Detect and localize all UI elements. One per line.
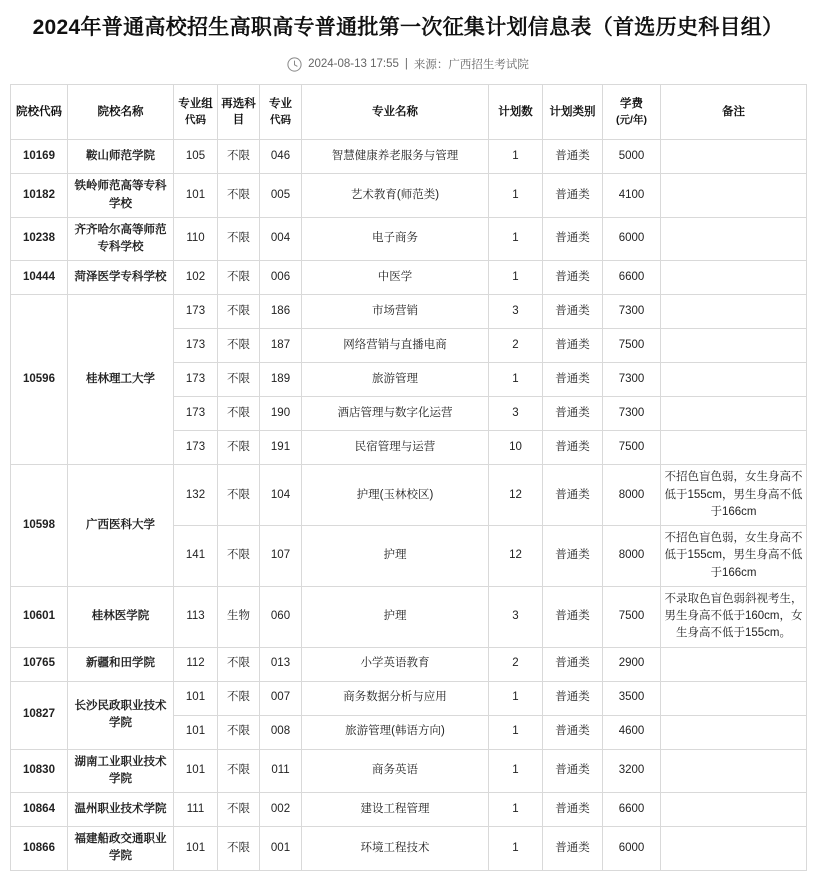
cell-reselect-subject: 不限 <box>218 749 260 793</box>
cell-plan-count: 1 <box>489 174 543 218</box>
cell-major-name: 中医学 <box>302 261 489 295</box>
cell-school-name: 鞍山师范学院 <box>68 140 174 174</box>
cell-major-code: 008 <box>260 715 302 749</box>
cell-major-code: 186 <box>260 295 302 329</box>
cell-tuition-fee: 3500 <box>603 681 661 715</box>
cell-remark <box>661 681 807 715</box>
cell-tuition-fee: 5000 <box>603 140 661 174</box>
col-header-major-code: 专业 代码 <box>260 85 302 140</box>
cell-plan-type: 普通类 <box>543 647 603 681</box>
cell-plan-type: 普通类 <box>543 586 603 647</box>
cell-major-name: 智慧健康养老服务与管理 <box>302 140 489 174</box>
cell-reselect-subject: 不限 <box>218 261 260 295</box>
cell-group-code: 113 <box>174 586 218 647</box>
cell-remark <box>661 261 807 295</box>
table-row <box>11 793 807 827</box>
cell-tuition-fee: 4600 <box>603 715 661 749</box>
cell-reselect-subject: 不限 <box>218 793 260 827</box>
cell-school-name: 桂林医学院 <box>68 586 174 647</box>
table-row <box>11 140 807 174</box>
cell-major-code: 104 <box>260 465 302 526</box>
cell-school-name: 齐齐哈尔高等师范专科学校 <box>68 217 174 261</box>
col-header-resel: 再选科目 <box>218 85 260 140</box>
cell-tuition-fee: 7500 <box>603 329 661 363</box>
cell-plan-count: 1 <box>489 749 543 793</box>
cell-major-name: 旅游管理 <box>302 363 489 397</box>
cell-major-code: 187 <box>260 329 302 363</box>
cell-plan-type: 普通类 <box>543 363 603 397</box>
table-header-row <box>11 85 807 140</box>
cell-remark <box>661 749 807 793</box>
cell-major-code: 107 <box>260 526 302 587</box>
cell-school-code: 10596 <box>11 295 68 465</box>
cell-major-code: 190 <box>260 397 302 431</box>
cell-major-code: 011 <box>260 749 302 793</box>
cell-remark: 不录取色盲色弱斜视考生，男生身高不低于160cm，女生身高不低于155cm。 <box>661 586 807 647</box>
cell-group-code: 101 <box>174 749 218 793</box>
cell-major-code: 191 <box>260 431 302 465</box>
col-header-fee: 学费 (元/年) <box>603 85 661 140</box>
cell-plan-type: 普通类 <box>543 465 603 526</box>
cell-group-code: 101 <box>174 174 218 218</box>
table-row <box>11 217 807 261</box>
cell-group-code: 111 <box>174 793 218 827</box>
cell-remark <box>661 295 807 329</box>
col-header-major-name: 专业名称 <box>302 85 489 140</box>
cell-school-code: 10601 <box>11 586 68 647</box>
cell-major-code: 007 <box>260 681 302 715</box>
cell-tuition-fee: 4100 <box>603 174 661 218</box>
cell-school-code: 10169 <box>11 140 68 174</box>
cell-plan-type: 普通类 <box>543 681 603 715</box>
cell-plan-type: 普通类 <box>543 526 603 587</box>
cell-plan-count: 3 <box>489 295 543 329</box>
cell-plan-type: 普通类 <box>543 295 603 329</box>
document-page <box>0 14 816 871</box>
col-header-plan: 计划数 <box>489 85 543 140</box>
cell-major-code: 060 <box>260 586 302 647</box>
cell-major-name: 护理 <box>302 526 489 587</box>
cell-tuition-fee: 7300 <box>603 295 661 329</box>
cell-plan-count: 3 <box>489 586 543 647</box>
cell-major-name: 商务英语 <box>302 749 489 793</box>
cell-major-name: 商务数据分析与应用 <box>302 681 489 715</box>
cell-reselect-subject: 不限 <box>218 827 260 871</box>
cell-reselect-subject: 生物 <box>218 586 260 647</box>
table-row <box>11 295 807 329</box>
cell-tuition-fee: 6600 <box>603 793 661 827</box>
cell-plan-type: 普通类 <box>543 140 603 174</box>
cell-reselect-subject: 不限 <box>218 295 260 329</box>
cell-plan-type: 普通类 <box>543 397 603 431</box>
table-row <box>11 174 807 218</box>
cell-reselect-subject: 不限 <box>218 397 260 431</box>
table-body <box>11 140 807 870</box>
cell-group-code: 101 <box>174 715 218 749</box>
clock-icon <box>287 57 302 72</box>
col-header-school: 院校名称 <box>68 85 174 140</box>
cell-reselect-subject: 不限 <box>218 174 260 218</box>
cell-remark <box>661 140 807 174</box>
cell-plan-count: 2 <box>489 329 543 363</box>
page-title: 2024年普通高校招生高职高专普通批第一次征集计划信息表（首选历史科目组） <box>32 16 784 39</box>
cell-plan-count: 1 <box>489 217 543 261</box>
table-row <box>11 827 807 871</box>
table-row <box>11 586 807 647</box>
cell-plan-count: 1 <box>489 715 543 749</box>
document-meta <box>10 56 806 72</box>
cell-remark <box>661 174 807 218</box>
meta-separator: | <box>404 58 408 71</box>
cell-group-code: 173 <box>174 295 218 329</box>
cell-plan-count: 1 <box>489 827 543 871</box>
cell-major-code: 002 <box>260 793 302 827</box>
cell-major-name: 环境工程技术 <box>302 827 489 871</box>
table-row <box>11 261 807 295</box>
cell-remark <box>661 715 807 749</box>
cell-plan-count: 1 <box>489 363 543 397</box>
col-header-type: 计划类别 <box>543 85 603 140</box>
cell-tuition-fee: 6000 <box>603 827 661 871</box>
cell-school-name: 温州职业技术学院 <box>68 793 174 827</box>
cell-group-code: 101 <box>174 681 218 715</box>
cell-plan-type: 普通类 <box>543 749 603 793</box>
cell-group-code: 173 <box>174 329 218 363</box>
cell-reselect-subject: 不限 <box>218 465 260 526</box>
cell-school-name: 湖南工业职业技术学院 <box>68 749 174 793</box>
cell-reselect-subject: 不限 <box>218 329 260 363</box>
cell-plan-count: 1 <box>489 261 543 295</box>
source-label: 来源：广西招生考试院 <box>413 59 529 72</box>
cell-tuition-fee: 6000 <box>603 217 661 261</box>
cell-plan-count: 1 <box>489 681 543 715</box>
cell-plan-count: 12 <box>489 526 543 587</box>
cell-school-code: 10182 <box>11 174 68 218</box>
cell-tuition-fee: 7300 <box>603 363 661 397</box>
cell-group-code: 173 <box>174 431 218 465</box>
cell-plan-type: 普通类 <box>543 261 603 295</box>
cell-major-name: 酒店管理与数字化运营 <box>302 397 489 431</box>
cell-tuition-fee: 7300 <box>603 397 661 431</box>
cell-plan-type: 普通类 <box>543 715 603 749</box>
cell-major-name: 建设工程管理 <box>302 793 489 827</box>
cell-remark <box>661 431 807 465</box>
cell-group-code: 105 <box>174 140 218 174</box>
cell-major-name: 艺术教育(师范类) <box>302 174 489 218</box>
cell-school-code: 10830 <box>11 749 68 793</box>
cell-reselect-subject: 不限 <box>218 647 260 681</box>
cell-tuition-fee: 2900 <box>603 647 661 681</box>
col-header-remark: 备注 <box>661 85 807 140</box>
cell-major-name: 民宿管理与运营 <box>302 431 489 465</box>
cell-school-name: 长沙民政职业技术学院 <box>68 681 174 749</box>
cell-major-name: 电子商务 <box>302 217 489 261</box>
cell-tuition-fee: 7500 <box>603 431 661 465</box>
cell-plan-type: 普通类 <box>543 329 603 363</box>
cell-school-code: 10866 <box>11 827 68 871</box>
cell-remark <box>661 827 807 871</box>
cell-tuition-fee: 8000 <box>603 465 661 526</box>
cell-reselect-subject: 不限 <box>218 140 260 174</box>
cell-reselect-subject: 不限 <box>218 681 260 715</box>
cell-reselect-subject: 不限 <box>218 715 260 749</box>
cell-tuition-fee: 3200 <box>603 749 661 793</box>
cell-school-name: 菏泽医学专科学校 <box>68 261 174 295</box>
cell-plan-count: 1 <box>489 140 543 174</box>
cell-school-code: 10598 <box>11 465 68 587</box>
table-row <box>11 647 807 681</box>
cell-major-name: 小学英语教育 <box>302 647 489 681</box>
cell-school-code: 10444 <box>11 261 68 295</box>
cell-plan-type: 普通类 <box>543 174 603 218</box>
cell-plan-type: 普通类 <box>543 827 603 871</box>
cell-school-code: 10238 <box>11 217 68 261</box>
cell-plan-count: 3 <box>489 397 543 431</box>
cell-school-code: 10765 <box>11 647 68 681</box>
cell-group-code: 132 <box>174 465 218 526</box>
cell-group-code: 173 <box>174 397 218 431</box>
cell-major-code: 013 <box>260 647 302 681</box>
table-row <box>11 681 807 715</box>
cell-group-code: 110 <box>174 217 218 261</box>
cell-group-code: 101 <box>174 827 218 871</box>
cell-school-name: 桂林理工大学 <box>68 295 174 465</box>
cell-major-name: 旅游管理(韩语方向) <box>302 715 489 749</box>
col-header-code: 院校代码 <box>11 85 68 140</box>
cell-group-code: 102 <box>174 261 218 295</box>
cell-school-name: 广西医科大学 <box>68 465 174 587</box>
cell-major-code: 006 <box>260 261 302 295</box>
cell-group-code: 141 <box>174 526 218 587</box>
cell-major-name: 市场营销 <box>302 295 489 329</box>
cell-major-name: 护理 <box>302 586 489 647</box>
cell-plan-type: 普通类 <box>543 793 603 827</box>
cell-remark <box>661 217 807 261</box>
cell-school-name: 新疆和田学院 <box>68 647 174 681</box>
cell-remark <box>661 363 807 397</box>
cell-major-code: 005 <box>260 174 302 218</box>
cell-major-code: 189 <box>260 363 302 397</box>
cell-major-name: 网络营销与直播电商 <box>302 329 489 363</box>
cell-plan-count: 1 <box>489 793 543 827</box>
cell-plan-count: 12 <box>489 465 543 526</box>
cell-remark <box>661 397 807 431</box>
cell-school-name: 铁岭师范高等专科学校 <box>68 174 174 218</box>
cell-major-code: 004 <box>260 217 302 261</box>
cell-reselect-subject: 不限 <box>218 526 260 587</box>
col-header-group: 专业组 代码 <box>174 85 218 140</box>
cell-plan-count: 10 <box>489 431 543 465</box>
cell-tuition-fee: 6600 <box>603 261 661 295</box>
cell-tuition-fee: 7500 <box>603 586 661 647</box>
cell-reselect-subject: 不限 <box>218 217 260 261</box>
cell-plan-type: 普通类 <box>543 217 603 261</box>
cell-school-code: 10827 <box>11 681 68 749</box>
cell-remark <box>661 329 807 363</box>
cell-tuition-fee: 8000 <box>603 526 661 587</box>
table-row <box>11 465 807 526</box>
publish-timestamp: 2024-08-13 17:55 <box>308 58 399 71</box>
cell-reselect-subject: 不限 <box>218 363 260 397</box>
cell-remark <box>661 793 807 827</box>
cell-major-code: 046 <box>260 140 302 174</box>
cell-plan-type: 普通类 <box>543 431 603 465</box>
cell-school-code: 10864 <box>11 793 68 827</box>
cell-remark <box>661 647 807 681</box>
cell-reselect-subject: 不限 <box>218 431 260 465</box>
cell-major-name: 护理(玉林校区) <box>302 465 489 526</box>
plan-table <box>10 84 807 870</box>
cell-group-code: 112 <box>174 647 218 681</box>
cell-plan-count: 2 <box>489 647 543 681</box>
cell-major-code: 001 <box>260 827 302 871</box>
cell-school-name: 福建船政交通职业学院 <box>68 827 174 871</box>
cell-group-code: 173 <box>174 363 218 397</box>
cell-remark: 不招色盲色弱，女生身高不低于155cm，男生身高不低于166cm <box>661 526 807 587</box>
table-row <box>11 749 807 793</box>
cell-remark: 不招色盲色弱，女生身高不低于155cm，男生身高不低于166cm <box>661 465 807 526</box>
